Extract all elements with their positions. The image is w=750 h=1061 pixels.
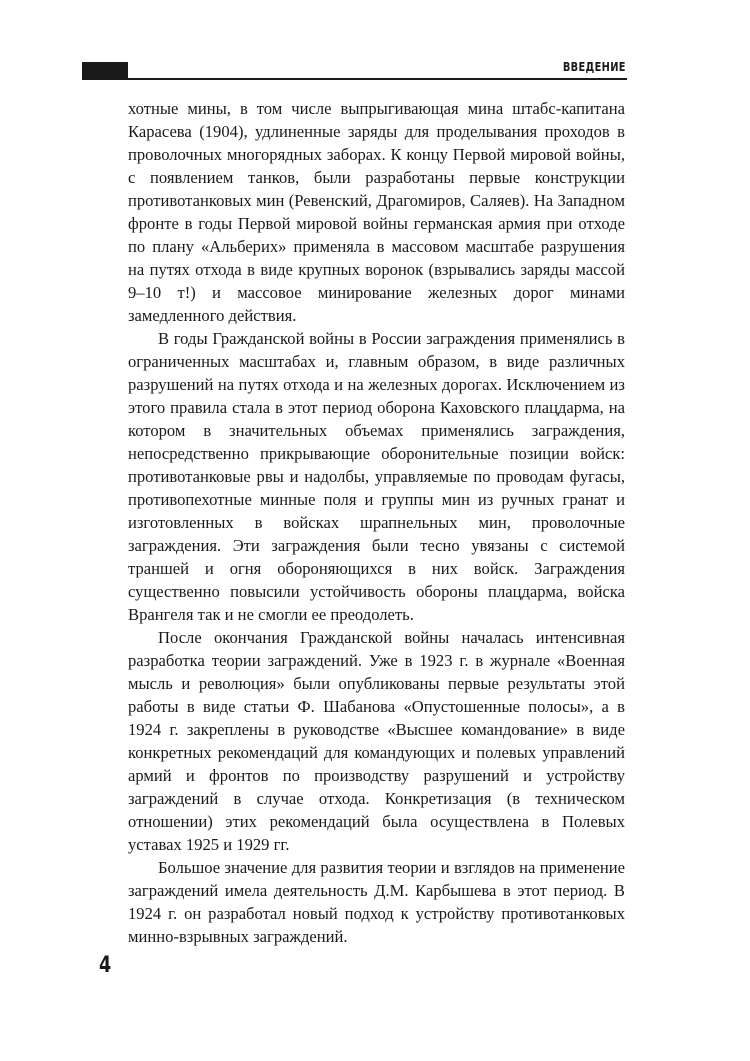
body-text [128,97,625,948]
running-head: ВВЕДЕНИЕ [562,60,626,74]
header-black-bar [82,62,128,79]
paragraph: В годы Гражданской войны в России заграждения применялись в ограниченных масштабах и, главным образом, в виде различных разрушений на путях отхода и на железных дорогах. Исключением из этого правила стала в этот период оборона Каховского плацдарма, на котором в значительных объемах применялись заграждения, непосредственно прикрывающие оборонительные позиции войск: противотанковые рвы и надолбы, управляемые по проводам фугасы, противопехотные минные поля и группы мин из ручных гранат и изготовленных в войсках шрапнельных мин, проволочные заграждения. Эти заграждения были тесно увязаны с системой траншей и огня обороняющихся в них войск. Заграждения существенно повысили устойчивость обороны плацдарма, войска Врангеля так и не смогли ее преодолеть. [128,329,625,624]
paragraph: хотные мины, в том числе выпрыгивающая мина штабс-капитана Карасева (1904), удлиненные заряды для проделывания проходов в проволочных многорядных заборах. К концу Первой мировой войны, с появлением танков, были разработаны первые конструкции противотанковых мин (Ревенский, Драгомиров, Саляев). На Западном фронте в годы Первой мировой войны германская армия при отходе по плану «Альберих» применяла в массовом масштабе разрушения на путях отхода в виде крупных воронок (взрывались заряды массой 9–10 т!) и массовое минирование железных дорог минами замедленного действия. [128,99,625,325]
paragraph: Большое значение для развития теории и взглядов на применение заграждений имела деятельность Д.М. Карбышева в этот период. В 1924 г. он разработал новый подход к устройству противотанковых минно-взрывных заграждений. [128,858,625,946]
header-rule [82,78,627,80]
page-number: 4 [99,953,112,978]
paragraph: После окончания Гражданской войны началась интенсивная разработка теории заграждений. Уже в 1923 г. в журнале «Военная мысль и революция» были опубликованы первые результаты этой работы в виде статьи Ф. Шабанова «Опустошенные полосы», а в 1924 г. закреплены в руководстве «Высшее командование» в виде конкретных рекомендаций для командующих и полевых управлений армий и фронтов по производству разрушений и устройству заграждений в случае отхода. Конкретизация (в техническом отношении) этих рекомендаций была осуществлена в Полевых уставах 1925 и 1929 гг. [128,628,625,854]
